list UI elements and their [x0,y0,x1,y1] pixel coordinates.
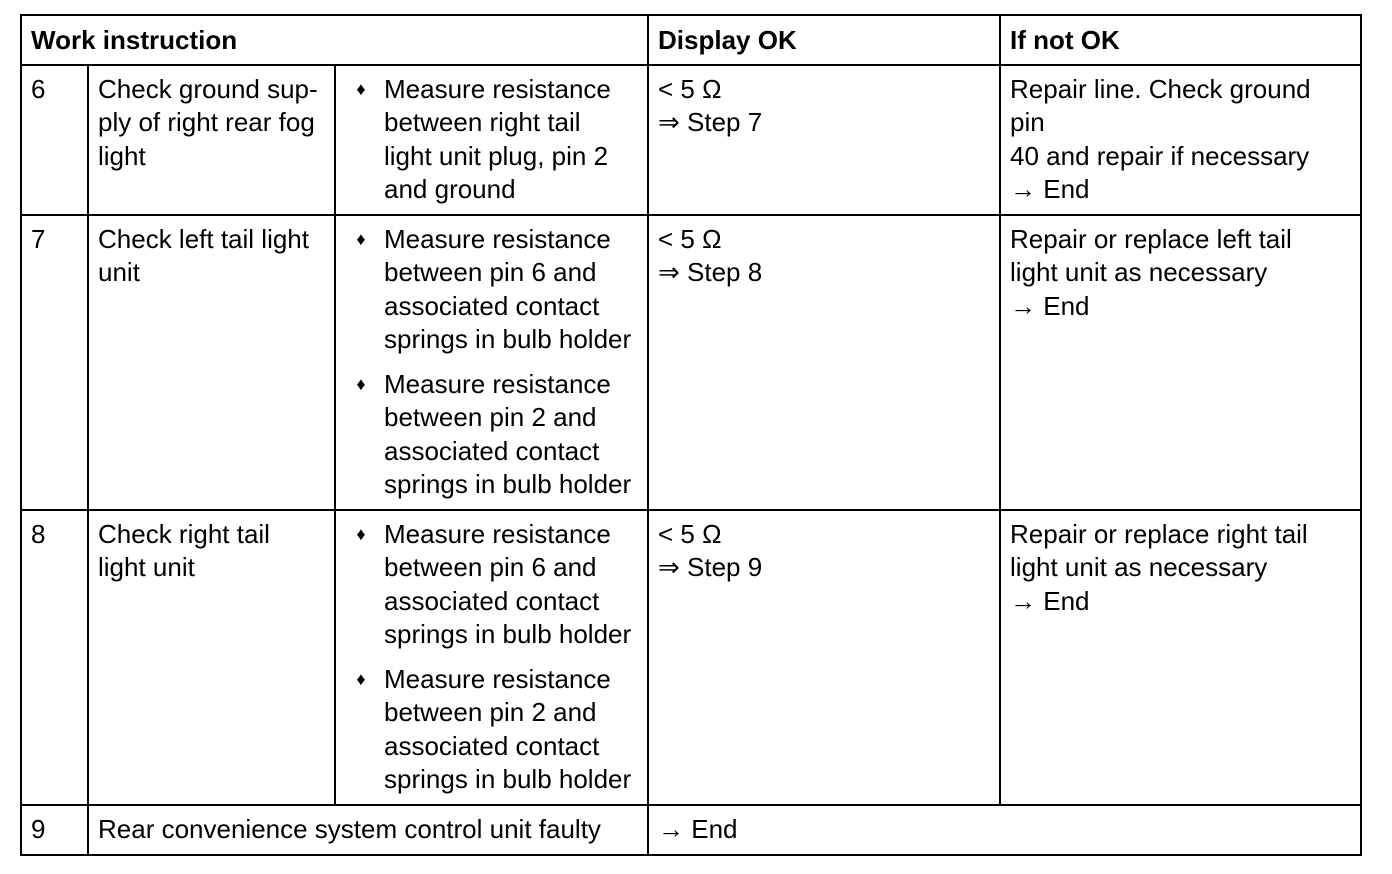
measure-line: associated contact [384,435,600,466]
check-line: Check right tail [98,518,270,549]
step-number: 8 [21,510,88,805]
step-number: 7 [21,215,88,510]
bullet-diamond-icon: ♦ [356,373,366,394]
bullet-diamond-icon: ♦ [356,78,366,99]
measure-line: between pin 6 and [384,552,597,582]
if-not-ok-line: 40 and repair if necessary [1010,140,1310,171]
check-description [88,65,335,215]
fault-description: Rear convenience system control unit faulty [88,805,648,855]
if-not-ok-line: → End [1010,174,1090,204]
table-row [21,215,1361,510]
measure-line: Measure resistance [384,518,611,549]
check-description [88,215,335,510]
measure-instructions [335,65,648,215]
bullet-diamond-icon: ♦ [356,228,366,249]
work-instruction-table [20,14,1362,856]
check-line: ply of right rear fog [98,107,315,137]
measure-line: between right tail [384,107,581,137]
measure-line: light unit plug, pin 2 [384,140,609,171]
check-line: light [98,140,146,171]
if-not-ok-line: → End [1010,290,1090,321]
if-not-ok-line: → End [1010,585,1090,616]
if-not-ok-line: light unit as necessary [1010,552,1268,582]
check-line: Check left tail light [98,223,309,254]
measure-line: associated contact [384,730,600,761]
check-line: unit [98,257,140,287]
display-ok-next-step: ⇒ Step 7 [658,107,763,137]
check-line: light unit [98,552,195,582]
display-ok-value: < 5 Ω [658,518,722,549]
measure-item [344,663,638,797]
if-not-ok-line: light unit as necessary [1010,257,1268,287]
header-work-instruction: Work instruction [21,15,648,65]
measure-line: Measure resistance [384,368,611,399]
display-ok-cell [648,215,1000,510]
measure-line: between pin 2 and [384,402,597,432]
display-ok-next-step: ⇒ Step 8 [658,257,763,287]
measure-line: springs in bulb holder [384,619,632,649]
table-row [21,805,1361,855]
measure-line: Measure resistance [384,663,611,694]
bullet-diamond-icon: ♦ [356,668,366,689]
bullet-diamond-icon: ♦ [356,523,366,544]
fault-result: → End [648,805,1361,855]
check-description [88,510,335,805]
if-not-ok-cell [1000,510,1361,805]
measure-line: between pin 2 and [384,697,597,727]
measure-instructions [335,215,648,510]
if-not-ok-line: Repair or replace left tail [1010,223,1292,254]
measure-item [344,73,638,207]
measure-line: Measure resistance [384,73,611,104]
step-number: 9 [21,805,88,855]
header-if-not-ok: If not OK [1000,15,1361,65]
if-not-ok-line: Repair or replace right tail [1010,518,1308,549]
measure-line: Measure resistance [384,223,611,254]
measure-line: springs in bulb holder [384,764,632,794]
measure-item [344,518,638,652]
measure-line: springs in bulb holder [384,324,632,354]
if-not-ok-line: Repair line. Check ground pin [1010,73,1311,137]
if-not-ok-cell [1000,215,1361,510]
display-ok-cell [648,65,1000,215]
display-ok-value: < 5 Ω [658,223,722,254]
measure-item [344,368,638,502]
header-row [21,15,1361,65]
check-line: Check ground sup- [98,73,318,104]
measure-line: associated contact [384,585,600,616]
table-row [21,510,1361,805]
measure-instructions [335,510,648,805]
measure-item [344,223,638,357]
measure-line: and ground [384,174,516,204]
display-ok-cell [648,510,1000,805]
step-number: 6 [21,65,88,215]
measure-line: associated contact [384,290,600,321]
measure-line: between pin 6 and [384,257,597,287]
measure-line: springs in bulb holder [384,469,632,499]
display-ok-next-step: ⇒ Step 9 [658,552,763,582]
if-not-ok-cell [1000,65,1361,215]
header-display-ok: Display OK [648,15,1000,65]
display-ok-value: < 5 Ω [658,73,722,104]
table-row [21,65,1361,215]
